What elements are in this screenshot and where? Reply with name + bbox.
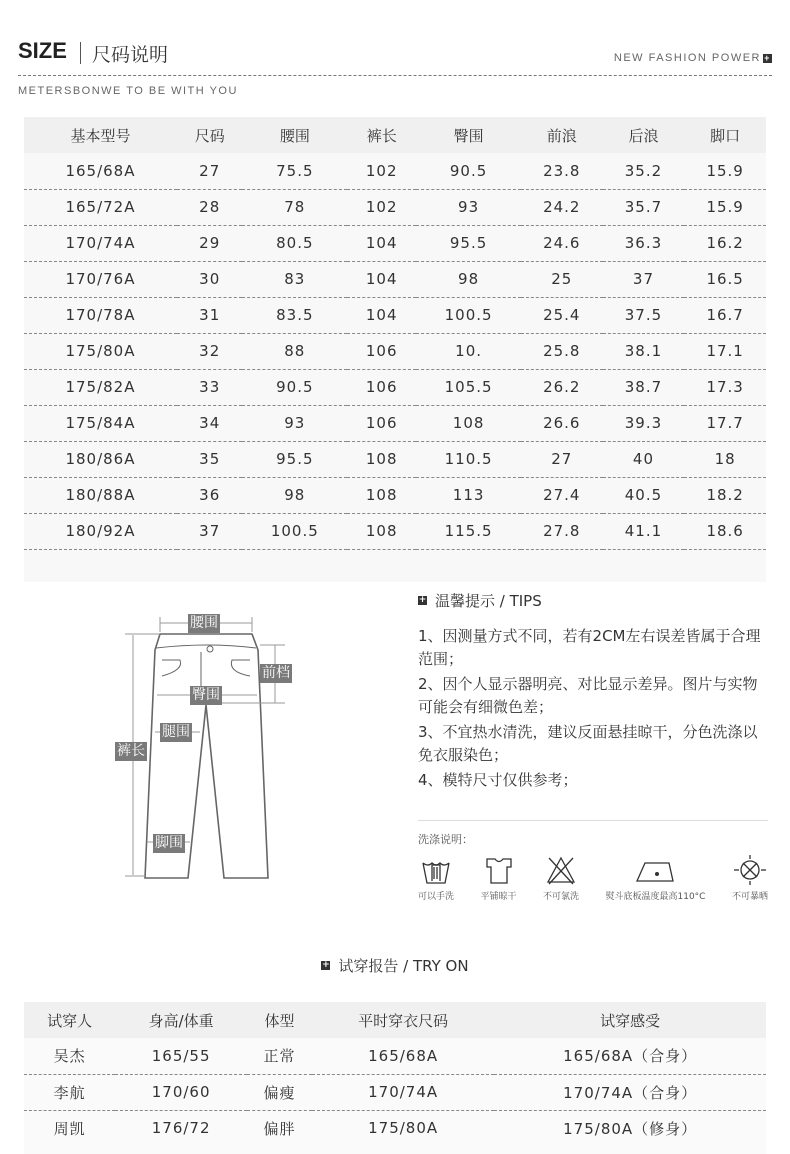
table-cell: 16.2 [684, 225, 766, 261]
table-cell: 26.6 [521, 405, 603, 441]
tip-item: 1、因测量方式不同，若有2CM左右误差皆属于合理范围； [418, 627, 761, 668]
table-cell: 88 [242, 333, 347, 369]
table-cell: 104 [347, 261, 416, 297]
column-header: 身高/体重 [115, 1002, 247, 1038]
size-table-container [24, 117, 766, 582]
table-cell: 115.5 [416, 513, 521, 549]
table-cell: 108 [347, 513, 416, 549]
table-cell: 180/86A [24, 441, 177, 477]
table-cell: 25 [521, 261, 603, 297]
wash-item [418, 855, 454, 902]
table-cell: 104 [347, 225, 416, 261]
table-cell: 周凯 [53, 1119, 86, 1138]
table-cell: 吴杰 [24, 1038, 115, 1074]
table-cell: 李航 [24, 1074, 115, 1110]
table-cell: 41.1 [603, 513, 685, 549]
table-cell: 27 [177, 153, 243, 189]
iron-icon [633, 855, 677, 885]
table-cell: 95.5 [242, 441, 347, 477]
table-cell: 90.5 [416, 153, 521, 189]
table-cell: 165/68A [24, 153, 177, 189]
tagline: METERSBONWE TO BE WITH YOU [18, 85, 238, 97]
wash-item [732, 855, 768, 902]
table-cell: 175/80A [24, 333, 177, 369]
tryon-title: 试穿报告 / TRY ON [338, 957, 469, 975]
plus-icon: + [322, 960, 330, 970]
washing-instructions [418, 820, 768, 902]
table-cell: 78 [242, 189, 347, 225]
table-cell: 37.5 [603, 297, 685, 333]
flat-dry-icon [483, 855, 515, 885]
label-hip: 臀围 [192, 687, 220, 703]
column-header: 尺码 [177, 117, 243, 153]
table-row [24, 297, 766, 333]
table-cell: 23.8 [521, 153, 603, 189]
table-cell: 100.5 [416, 297, 521, 333]
table-cell: 32 [177, 333, 243, 369]
table-cell: 36 [177, 477, 243, 513]
table-cell: 170/76A [24, 261, 177, 297]
title-divider [80, 42, 81, 64]
slogan-text: NEW FASHION POWER [613, 52, 761, 64]
column-header: 体型 [247, 1002, 312, 1038]
table-row [24, 225, 766, 261]
table-cell: 17.1 [684, 333, 766, 369]
table-cell: 33 [177, 369, 243, 405]
table-cell: 35 [177, 441, 243, 477]
table-cell: 27 [521, 441, 603, 477]
tip-item: 4、模特尺寸仅供参考； [418, 771, 578, 789]
table-cell: 80.5 [242, 225, 347, 261]
wash-label: 不可暴晒 [731, 892, 768, 902]
table-row [24, 1074, 766, 1110]
wash-label: 不可氯洗 [543, 892, 580, 902]
column-header: 脚口 [684, 117, 766, 153]
table-cell: 17.3 [684, 369, 766, 405]
plus-icon: + [418, 595, 427, 605]
tryon-heading [0, 955, 790, 976]
table-cell: 25.8 [521, 333, 603, 369]
tryon-table [24, 1002, 766, 1146]
no-bleach-icon [545, 855, 577, 885]
table-cell: 110.5 [416, 441, 521, 477]
slogan [614, 52, 772, 64]
table-cell: 102 [347, 153, 416, 189]
label-thigh: 腿围 [162, 724, 190, 740]
table-cell: 180/88A [24, 477, 177, 513]
table-cell: 16.5 [684, 261, 766, 297]
table-row [24, 189, 766, 225]
table-cell: 18.6 [684, 513, 766, 549]
column-header: 后浪 [603, 117, 685, 153]
column-header: 臀围 [416, 117, 521, 153]
table-cell: 28 [177, 189, 243, 225]
table-cell: 37 [603, 261, 685, 297]
table-cell: 偏胖 [263, 1119, 296, 1138]
tryon-table-container [24, 1002, 766, 1154]
table-cell: 40.5 [603, 477, 685, 513]
table-cell: 83 [242, 261, 347, 297]
table-cell: 106 [347, 369, 416, 405]
table-cell: 175/80A [368, 1119, 439, 1138]
table-cell: 102 [347, 189, 416, 225]
table-cell: 38.1 [603, 333, 685, 369]
wash-item [606, 855, 706, 902]
plus-icon: + [764, 52, 771, 63]
column-header: 试穿感受 [494, 1002, 766, 1038]
size-table [24, 117, 766, 550]
table-cell: 100.5 [242, 513, 347, 549]
table-cell: 93 [416, 189, 521, 225]
table-row [24, 369, 766, 405]
wash-title: 洗涤说明： [418, 833, 473, 846]
tips-section [418, 590, 768, 792]
table-row [24, 333, 766, 369]
table-cell: 36.3 [603, 225, 685, 261]
table-cell: 175/82A [24, 369, 177, 405]
wash-label: 可以手洗 [418, 892, 455, 902]
pants-measurement-diagram [100, 590, 320, 890]
wash-label: 平铺晾干 [480, 892, 517, 902]
table-cell: 176/72 [151, 1119, 211, 1138]
column-header: 前浪 [521, 117, 603, 153]
table-cell: 108 [416, 405, 521, 441]
table-cell: 175/84A [24, 405, 177, 441]
table-cell: 29 [177, 225, 243, 261]
table-row [24, 1110, 766, 1146]
table-cell: 165/72A [24, 189, 177, 225]
table-cell: 106 [347, 333, 416, 369]
table-cell: 39.3 [603, 405, 685, 441]
table-cell: 170/74A（合身） [494, 1074, 766, 1110]
wash-item [543, 855, 579, 902]
table-row [24, 477, 766, 513]
table-cell: 40 [603, 441, 685, 477]
table-cell: 98 [416, 261, 521, 297]
tip-item: 2、因个人显示器明亮、对比显示差异。图片与实物可能会有细微色差； [418, 675, 758, 716]
column-header: 裤长 [347, 117, 416, 153]
table-cell: 25.4 [521, 297, 603, 333]
table-cell: 18 [684, 441, 766, 477]
table-cell: 170/60 [115, 1074, 247, 1110]
section-title-en: SIZE [18, 38, 67, 63]
table-cell: 113 [416, 477, 521, 513]
wash-label: 熨斗底板温度最高110°C [605, 892, 706, 902]
divider [18, 75, 772, 76]
table-cell: 165/68A（合身） [494, 1038, 766, 1074]
pants-illustration [100, 590, 320, 890]
table-cell: 27.4 [521, 477, 603, 513]
table-cell: 105.5 [416, 369, 521, 405]
table-cell: 15.9 [684, 153, 766, 189]
table-cell: 正常 [247, 1038, 312, 1074]
column-header: 平时穿衣尺码 [312, 1002, 494, 1038]
table-cell: 30 [177, 261, 243, 297]
tips-title: 温馨提示 / TIPS [435, 592, 542, 610]
table-cell: 108 [347, 441, 416, 477]
table-row [24, 261, 766, 297]
table-cell: 98 [242, 477, 347, 513]
table-cell: 170/78A [24, 297, 177, 333]
table-cell: 170/74A [312, 1074, 494, 1110]
table-cell: 27.8 [521, 513, 603, 549]
label-waist: 腰围 [190, 615, 218, 631]
table-cell: 75.5 [242, 153, 347, 189]
label-length: 裤长 [117, 743, 145, 759]
table-cell: 108 [347, 477, 416, 513]
table-cell: 24.2 [521, 189, 603, 225]
table-row [24, 441, 766, 477]
label-front-rise: 前档 [262, 665, 290, 681]
table-row [24, 153, 766, 189]
table-cell: 17.7 [684, 405, 766, 441]
table-cell: 35.2 [603, 153, 685, 189]
tip-item: 3、不宜热水清洗，建议反面悬挂晾干，分色洗涤以免衣服染色； [418, 723, 758, 764]
table-cell: 34 [177, 405, 243, 441]
table-cell: 165/55 [115, 1038, 247, 1074]
table-cell: 104 [347, 297, 416, 333]
column-header: 试穿人 [24, 1002, 115, 1038]
table-row [24, 1038, 766, 1074]
table-cell: 26.2 [521, 369, 603, 405]
table-row [24, 405, 766, 441]
table-cell: 18.2 [684, 477, 766, 513]
table-cell: 165/68A [312, 1038, 494, 1074]
table-cell: 16.7 [684, 297, 766, 333]
column-header: 腰围 [242, 117, 347, 153]
table-cell: 170/74A [24, 225, 177, 261]
table-cell: 93 [242, 405, 347, 441]
table-cell: 180/92A [24, 513, 177, 549]
table-cell: 175/80A（修身） [563, 1119, 698, 1138]
table-cell: 35.7 [603, 189, 685, 225]
table-cell: 37 [177, 513, 243, 549]
hand-wash-icon [420, 855, 452, 885]
table-cell: 83.5 [242, 297, 347, 333]
table-row [24, 513, 766, 549]
table-cell: 15.9 [684, 189, 766, 225]
table-cell: 90.5 [242, 369, 347, 405]
table-cell: 24.6 [521, 225, 603, 261]
column-header: 基本型号 [24, 117, 177, 153]
wash-item [481, 855, 517, 902]
table-cell: 31 [177, 297, 243, 333]
table-cell: 95.5 [416, 225, 521, 261]
table-cell: 106 [347, 405, 416, 441]
label-hem: 脚围 [155, 835, 183, 851]
table-cell: 38.7 [603, 369, 685, 405]
table-cell: 偏瘦 [247, 1074, 312, 1110]
section-title-cn: 尺码说明 [92, 44, 169, 66]
no-sun-icon [733, 855, 767, 885]
table-cell: 10. [416, 333, 521, 369]
